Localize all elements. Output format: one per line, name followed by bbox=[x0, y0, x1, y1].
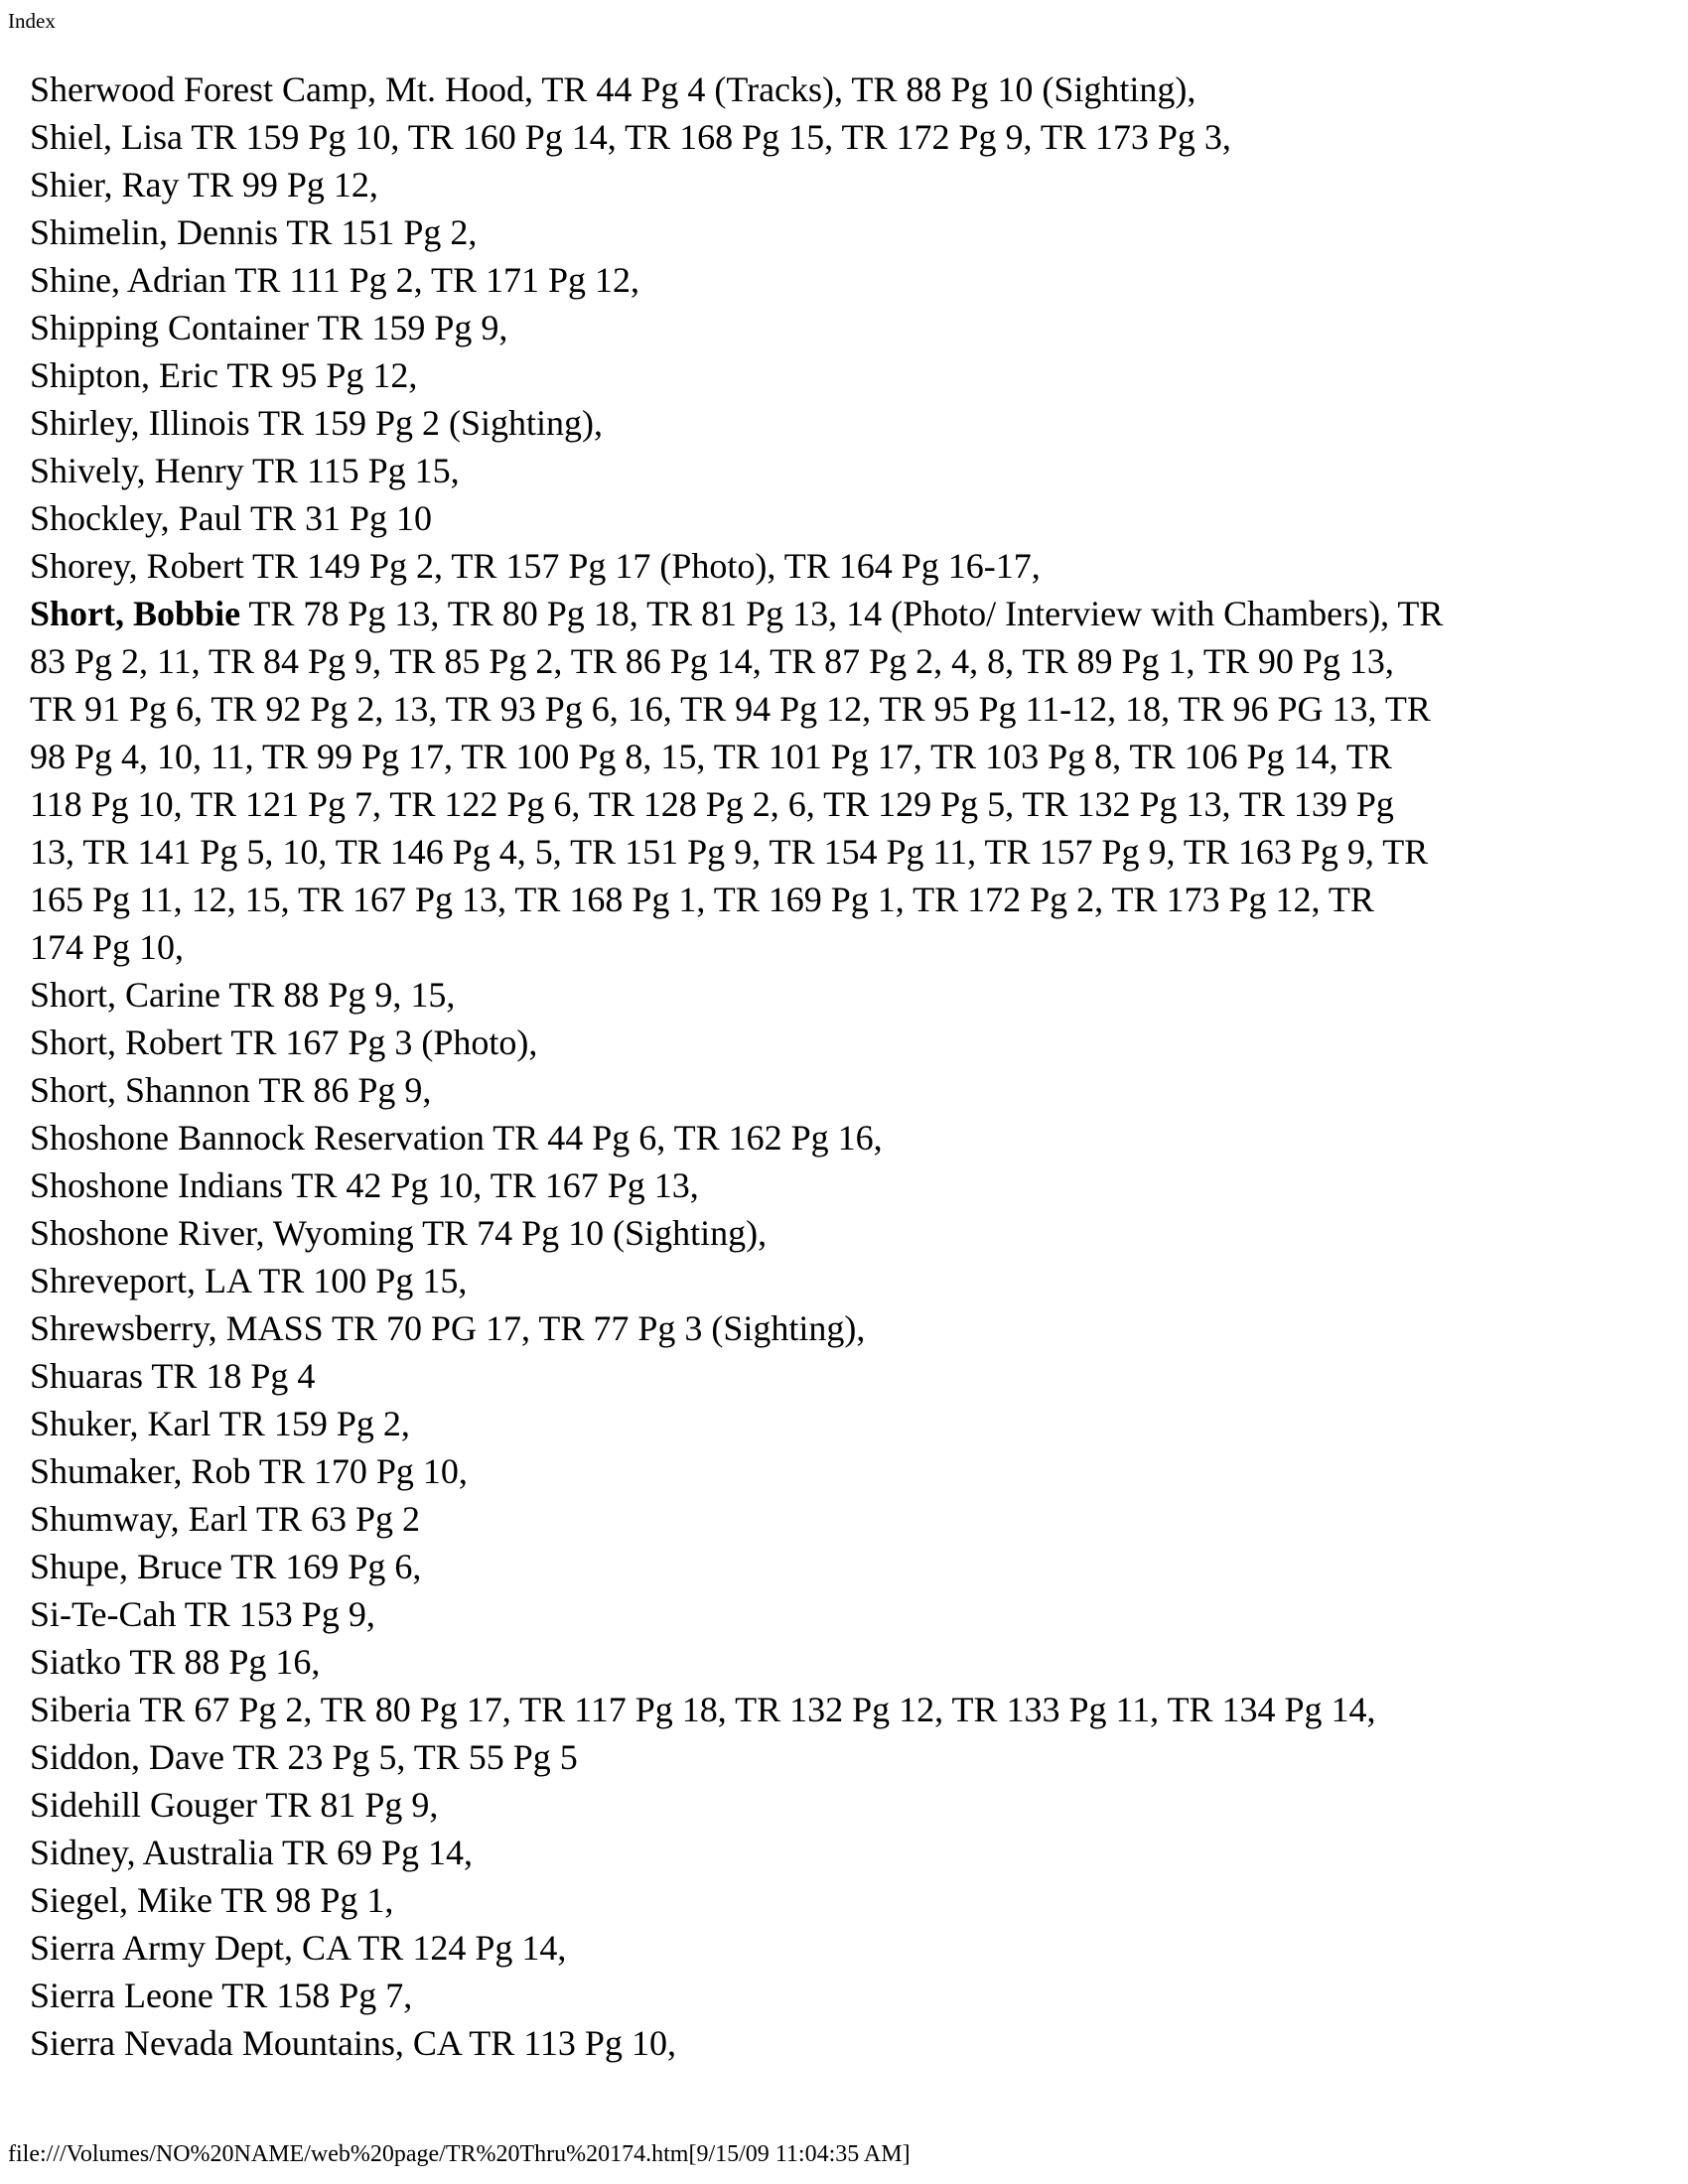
index-line: Shively, Henry TR 115 Pg 15, bbox=[30, 451, 460, 490]
index-line: TR 91 Pg 6, TR 92 Pg 2, 13, TR 93 Pg 6, 16, TR 94 Pg 12, TR 95 Pg 11-12, 18, TR 96 PG 13, TR bbox=[30, 689, 1431, 729]
index-line: Shoshone Bannock Reservation TR 44 Pg 6, TR 162 Pg 16, bbox=[30, 1118, 883, 1158]
index-line: Short, Bobbie TR 78 Pg 13, TR 80 Pg 18, TR 81 Pg 13, 14 (Photo/ Interview with Chambers), TR bbox=[30, 594, 1444, 633]
index-line: 165 Pg 11, 12, 15, TR 167 Pg 13, TR 168 Pg 1, TR 169 Pg 1, TR 172 Pg 2, TR 173 Pg 12, TR bbox=[30, 880, 1374, 919]
index-line: Shoshone Indians TR 42 Pg 10, TR 167 Pg 13, bbox=[30, 1165, 699, 1205]
index-line: 174 Pg 10, bbox=[30, 927, 185, 967]
index-line: Siddon, Dave TR 23 Pg 5, TR 55 Pg 5 bbox=[30, 1737, 578, 1777]
index-line: Short, Robert TR 167 Pg 3 (Photo), bbox=[30, 1023, 538, 1062]
index-line: Shoshone River, Wyoming TR 74 Pg 10 (Sighting), bbox=[30, 1213, 768, 1253]
index-line: Shumaker, Rob TR 170 Pg 10, bbox=[30, 1451, 468, 1491]
index-list bbox=[30, 66, 1678, 2067]
index-line: Shorey, Robert TR 149 Pg 2, TR 157 Pg 17 (Photo), TR 164 Pg 16-17, bbox=[30, 546, 1041, 586]
index-line: Shockley, Paul TR 31 Pg 10 bbox=[30, 498, 433, 538]
index-line: Sierra Leone TR 158 Pg 7, bbox=[30, 1976, 413, 2015]
index-line: Shumway, Earl TR 63 Pg 2 bbox=[30, 1499, 420, 1539]
index-line: Siegel, Mike TR 98 Pg 1, bbox=[30, 1880, 394, 1920]
page-title: Index bbox=[8, 9, 56, 33]
index-line: Shipping Container TR 159 Pg 9, bbox=[30, 308, 508, 347]
index-line: 83 Pg 2, 11, TR 84 Pg 9, TR 85 Pg 2, TR 86 Pg 14, TR 87 Pg 2, 4, 8, TR 89 Pg 1, TR 90 Pg 13, bbox=[30, 641, 1394, 681]
index-line: Siatko TR 88 Pg 16, bbox=[30, 1642, 321, 1682]
index-line: Sherwood Forest Camp, Mt. Hood, TR 44 Pg 4 (Tracks), TR 88 Pg 10 (Sighting), bbox=[30, 69, 1196, 109]
index-line: Sierra Army Dept, CA TR 124 Pg 14, bbox=[30, 1928, 567, 1968]
index-line: Shipton, Eric TR 95 Pg 12, bbox=[30, 355, 418, 395]
index-line: Shuker, Karl TR 159 Pg 2, bbox=[30, 1404, 410, 1443]
index-line: Sierra Nevada Mountains, CA TR 113 Pg 10, bbox=[30, 2023, 676, 2063]
index-line: Shine, Adrian TR 111 Pg 2, TR 171 Pg 12, bbox=[30, 260, 640, 300]
index-line: Sidney, Australia TR 69 Pg 14, bbox=[30, 1833, 474, 1872]
index-entry-name-bold: Short, Bobbie bbox=[30, 594, 241, 633]
index-line: Shuaras TR 18 Pg 4 bbox=[30, 1356, 316, 1396]
index-line: Shiel, Lisa TR 159 Pg 10, TR 160 Pg 14, TR 168 Pg 15, TR 172 Pg 9, TR 173 Pg 3, bbox=[30, 117, 1231, 157]
index-line: 118 Pg 10, TR 121 Pg 7, TR 122 Pg 6, TR 128 Pg 2, 6, TR 129 Pg 5, TR 132 Pg 13, TR 139 Pg bbox=[30, 784, 1394, 824]
index-line: Si-Te-Cah TR 153 Pg 9, bbox=[30, 1594, 375, 1634]
index-line: Shupe, Bruce TR 169 Pg 6, bbox=[30, 1547, 422, 1586]
index-line: Shimelin, Dennis TR 151 Pg 2, bbox=[30, 212, 478, 252]
index-line: Shier, Ray TR 99 Pg 12, bbox=[30, 165, 378, 205]
index-line: Shrewsberry, MASS TR 70 PG 17, TR 77 Pg 3 (Sighting), bbox=[30, 1308, 866, 1348]
index-line: Short, Carine TR 88 Pg 9, 15, bbox=[30, 975, 456, 1015]
footer-file-url: file:///Volumes/NO%20NAME/web%20page/TR%20Thru%20174.htm[9/15/09 11:04:35 AM] bbox=[8, 2141, 911, 2167]
index-line: Shreveport, LA TR 100 Pg 15, bbox=[30, 1261, 468, 1300]
index-line: Short, Shannon TR 86 Pg 9, bbox=[30, 1070, 432, 1110]
index-line: 98 Pg 4, 10, 11, TR 99 Pg 17, TR 100 Pg 8, 15, TR 101 Pg 17, TR 103 Pg 8, TR 106 Pg 14, TR bbox=[30, 737, 1392, 776]
index-line: Siberia TR 67 Pg 2, TR 80 Pg 17, TR 117 Pg 18, TR 132 Pg 12, TR 133 Pg 11, TR 134 Pg 14, bbox=[30, 1690, 1376, 1729]
index-line: Sidehill Gouger TR 81 Pg 9, bbox=[30, 1785, 439, 1825]
index-line: 13, TR 141 Pg 5, 10, TR 146 Pg 4, 5, TR 151 Pg 9, TR 154 Pg 11, TR 157 Pg 9, TR 163 Pg 9, TR bbox=[30, 832, 1429, 872]
index-line: Shirley, Illinois TR 159 Pg 2 (Sighting), bbox=[30, 403, 604, 443]
